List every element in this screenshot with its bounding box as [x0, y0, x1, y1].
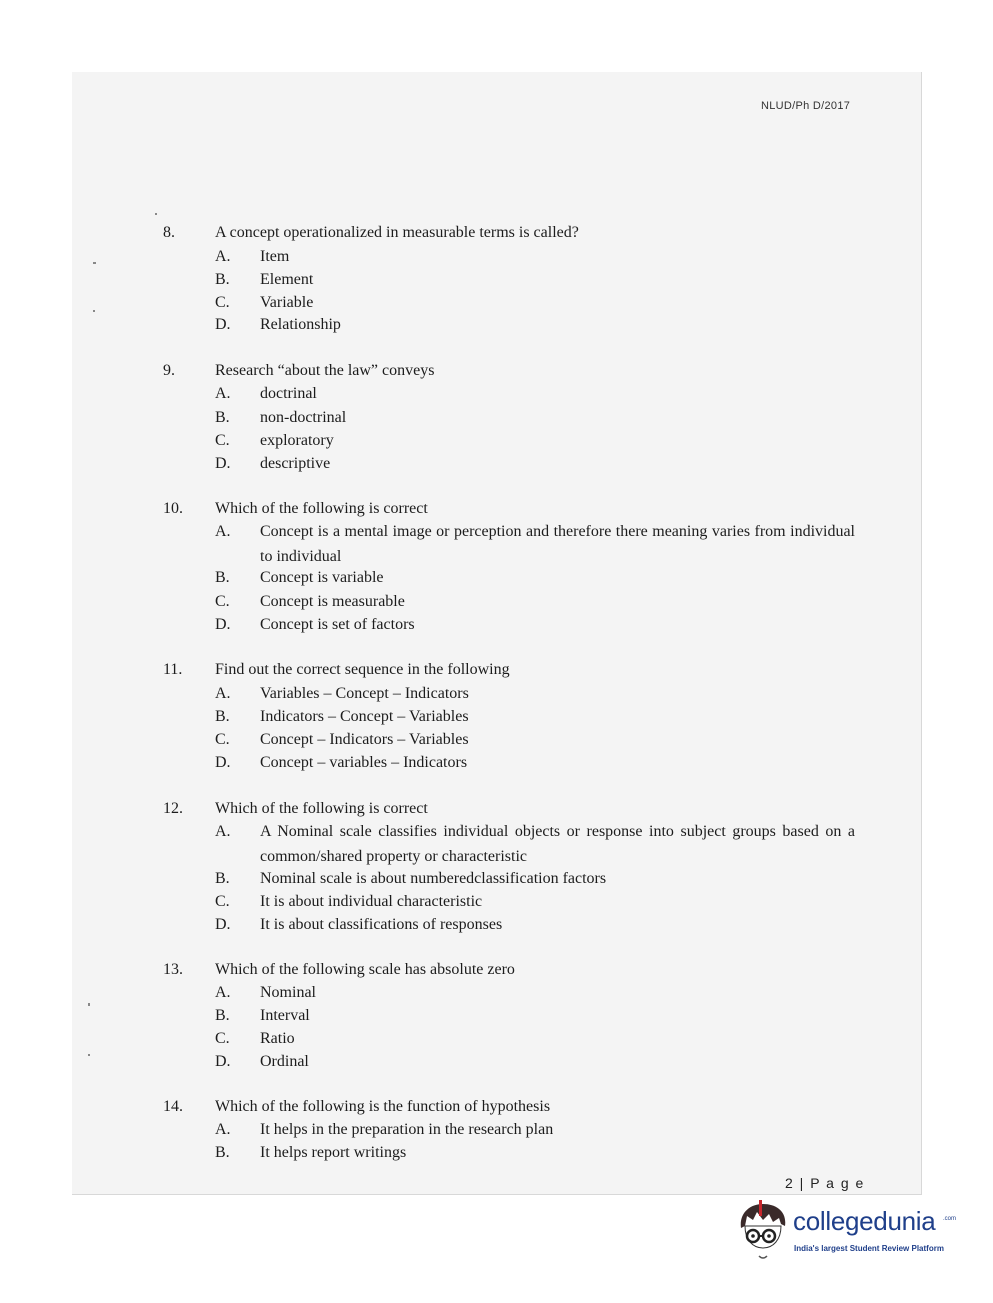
option-b: [0, 708, 993, 731]
option-text: Element: [260, 271, 314, 288]
option-letter: A.: [215, 523, 231, 540]
option-text: A Nominal scale classifies individual objects or response into subject groups based on a common/shared property or characteristic: [260, 823, 855, 865]
option-letter: B.: [215, 569, 230, 586]
option-letter: C.: [215, 893, 230, 910]
option-text: Relationship: [260, 316, 341, 333]
option-text: Interval: [260, 1007, 310, 1024]
option-letter: B.: [215, 708, 230, 725]
option-a: [0, 523, 993, 571]
question-text: Which of the following is correct: [215, 800, 428, 817]
option-text: doctrinal: [260, 385, 317, 402]
collegedunia-logo[interactable]: [735, 1198, 965, 1268]
option-text: descriptive: [260, 455, 331, 472]
option-text: Ordinal: [260, 1053, 309, 1070]
option-letter: B.: [215, 409, 230, 426]
option-b: [0, 409, 993, 432]
option-text: It helps report writings: [260, 1144, 407, 1161]
question-number: 10.: [163, 500, 183, 517]
option-text: Concept is variable: [260, 569, 384, 586]
option-b: [0, 271, 993, 294]
option-letter: C.: [215, 1030, 230, 1047]
option-b: [0, 569, 993, 592]
option-a: [0, 385, 993, 408]
option-text: Concept is measurable: [260, 593, 405, 610]
option-text: Concept is set of factors: [260, 616, 415, 633]
option-text: Concept – Indicators – Variables: [260, 731, 469, 748]
option-c: [0, 294, 993, 317]
option-letter: A.: [215, 1121, 231, 1138]
question-number: 12.: [163, 800, 183, 817]
question-text: Which of the following is the function of hypothesis: [215, 1098, 551, 1115]
option-text: non-doctrinal: [260, 409, 347, 426]
option-text: It is about individual characteristic: [260, 893, 483, 910]
option-b: [0, 1144, 993, 1167]
option-d: [0, 455, 993, 478]
option-d: [0, 316, 993, 339]
option-letter: C.: [215, 432, 230, 449]
option-c: [0, 893, 993, 916]
option-letter: D.: [215, 754, 231, 771]
option-a: [0, 984, 993, 1007]
option-letter: D.: [215, 916, 231, 933]
option-a: [0, 248, 993, 271]
option-text: Ratio: [260, 1030, 295, 1047]
exam-code: NLUD/Ph D/2017: [761, 100, 851, 112]
option-text: Item: [260, 248, 290, 265]
option-letter: A.: [215, 248, 231, 265]
question-text: Research “about the law” conveys: [215, 362, 435, 379]
option-text: Variables – Concept – Indicators: [260, 685, 469, 702]
option-letter: D.: [215, 616, 231, 633]
option-letter: C.: [215, 294, 230, 311]
option-d: [0, 754, 993, 777]
logo-domain-suffix: .com: [943, 1216, 957, 1222]
scan-speck: [155, 213, 157, 215]
question-text: Which of the following is correct: [215, 500, 428, 517]
option-text: Indicators – Concept – Variables: [260, 708, 469, 725]
option-a: [0, 1121, 993, 1144]
option-text: It is about classifications of responses: [260, 916, 503, 933]
question-number: 8.: [163, 224, 175, 241]
option-letter: D.: [215, 316, 231, 333]
logo-tagline: India's largest Student Review Platform: [794, 1244, 944, 1253]
option-letter: A.: [215, 823, 231, 840]
option-c: [0, 1030, 993, 1053]
question-number: 14.: [163, 1098, 183, 1115]
option-letter: D.: [215, 455, 231, 472]
question-number: 11.: [163, 661, 183, 678]
option-text: exploratory: [260, 432, 334, 449]
option-text: Nominal: [260, 984, 316, 1001]
question-number: 9.: [163, 362, 175, 379]
option-text: Concept – variables – Indicators: [260, 754, 468, 771]
option-letter: B.: [215, 1144, 230, 1161]
option-a: [0, 685, 993, 708]
option-c: [0, 731, 993, 754]
option-b: [0, 870, 993, 893]
question-number: 13.: [163, 961, 183, 978]
question-text: Find out the correct sequence in the following: [215, 661, 510, 678]
option-letter: B.: [215, 1007, 230, 1024]
option-letter: A.: [215, 984, 231, 1001]
logo-wordmark: collegedunia: [793, 1206, 936, 1236]
option-a: [0, 823, 993, 871]
option-b: [0, 1007, 993, 1030]
option-text: Nominal scale is about numberedclassification factors: [260, 870, 607, 887]
option-letter: B.: [215, 870, 230, 887]
option-letter: C.: [215, 593, 230, 610]
option-text: Variable: [260, 294, 314, 311]
option-d: [0, 1053, 993, 1076]
question-text: A concept operationalized in measurable terms is called?: [215, 224, 579, 241]
option-c: [0, 593, 993, 616]
option-letter: C.: [215, 731, 230, 748]
option-d: [0, 616, 993, 639]
page-number: 2 | P a g e: [785, 1175, 865, 1191]
mascot-icon: [735, 1198, 793, 1268]
option-text: Concept is a mental image or perception and therefore there meaning varies from individual to individual: [260, 523, 855, 565]
option-letter: A.: [215, 385, 231, 402]
question-text: Which of the following scale has absolute zero: [215, 961, 515, 978]
option-letter: A.: [215, 685, 231, 702]
option-c: [0, 432, 993, 455]
option-d: [0, 916, 993, 939]
option-letter: D.: [215, 1053, 231, 1070]
option-letter: B.: [215, 271, 230, 288]
option-text: It helps in the preparation in the research plan: [260, 1121, 554, 1138]
